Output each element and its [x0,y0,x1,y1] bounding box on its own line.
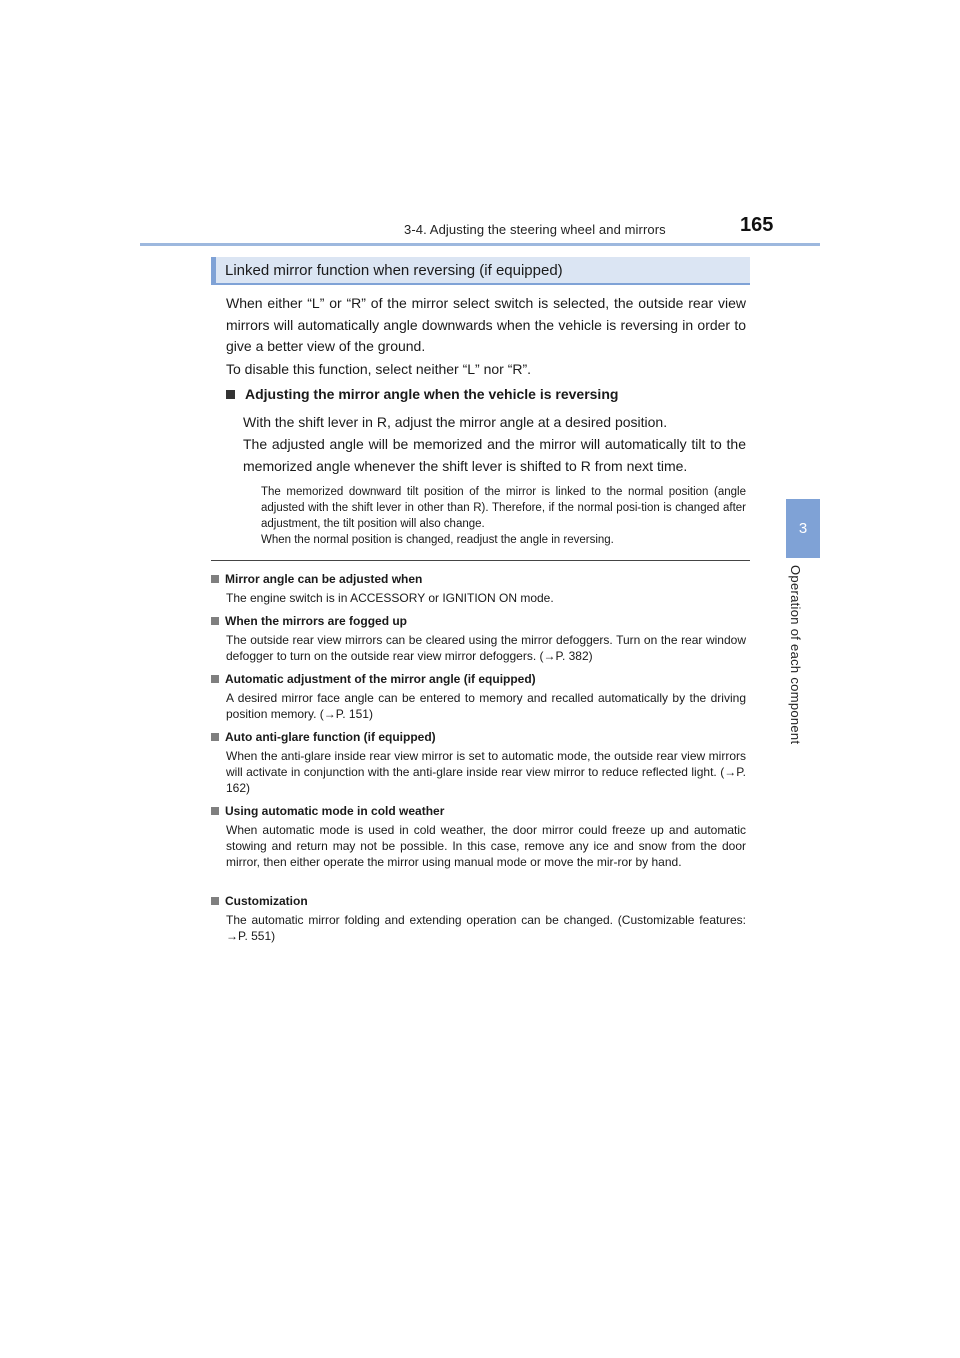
note-item-title-text: Mirror angle can be adjusted when [225,571,423,586]
disable-paragraph: To disable this function, select neither “L” nor “R”. [226,361,532,377]
square-bullet-icon [211,897,219,905]
page-number: 165 [740,214,774,236]
note-item [211,728,746,796]
header-rule [140,243,820,246]
square-bullet-icon [226,390,235,399]
chapter-tab[interactable] [786,499,820,558]
note-item-title-text: Auto anti-glare function (if equipped) [225,729,436,744]
chapter-header-title: 3-4. Adjusting the steering wheel and mirrors [404,222,666,237]
note-item-text: The engine switch is in ACCESSORY or IGNITION ON mode. [226,591,554,605]
sub-heading [226,386,746,402]
note-item [211,570,746,606]
note-item-title-text: Using automatic mode in cold weather [225,803,445,818]
square-bullet-icon [211,617,219,625]
note-item-title [211,728,746,745]
note-item-title [211,570,746,587]
section-heading [211,257,750,285]
note-item-text: When automatic mode is used in cold weather, the door mirror could freeze up and automatic stowing and return may not be possible. In this case, remove any ice and snow from the door mirror, then either operate the mirror using manual mode or move the mir-ror by hand. [226,823,746,869]
note-item-title-text: Customization [225,893,308,908]
square-bullet-icon [211,575,219,583]
note-item-title [211,670,746,687]
note-item-text: When the anti-glare inside rear view mirror is set to automatic mode, the outside rear view mirrors will activate in conjunction with the anti-glare inside rear view mirror to reduce reflected light. (→P. 162) [226,749,746,795]
section-heading-text: Linked mirror function when reversing (if equipped) [225,261,563,279]
chapter-side-label: Operation of each component [788,565,803,745]
square-bullet-icon [211,733,219,741]
note-item-title-text: Automatic adjustment of the mirror angle (if equipped) [225,671,536,686]
note-item-text: The outside rear view mirrors can be cleared using the mirror defoggers. Turn on the rear window defogger to turn on the outside rear view mirror defoggers. (→P. 382) [226,633,746,663]
square-bullet-icon [211,807,219,815]
chapter-tab-number: 3 [798,520,808,537]
sub-paragraph-memorize: The adjusted angle will be memorized and the mirror will automatically tilt to the memorized angle whenever the shift lever is shifted to R from next time. [243,436,746,474]
note-item [211,892,746,944]
note-item-title [211,892,746,909]
sub-heading-text: Adjusting the mirror angle when the vehicle is reversing [245,386,619,402]
intro-paragraph: When either “L” or “R” of the mirror select switch is selected, the outside rear view mirrors will automatically angle downwards when the vehicle is reversing in order to give a better view of the ground. [226,295,746,354]
section-divider [211,560,750,561]
note-item-title-text: When the mirrors are fogged up [225,613,408,628]
note-readjust: When the normal position is changed, readjust the angle in reversing. [261,534,614,546]
note-item-title [211,612,746,629]
note-item-text: A desired mirror face angle can be entered to memory and recalled automatically by the driving position memory. (→P. 151) [226,691,746,721]
note-item [211,612,746,664]
note-linked-position: The memorized downward tilt position of the mirror is linked to the normal position (angle adjusted with the shift lever in other than R). Therefore, if the normal posi-tion is changed after adjustment, the tilt position will also change. [261,486,746,530]
square-bullet-icon [211,675,219,683]
sub-paragraph-adjust: With the shift lever in R, adjust the mirror angle at a desired position. [243,414,668,430]
note-item-title [211,802,746,819]
note-item-text: The automatic mirror folding and extending operation can be changed. (Customizable features: →P. 551) [226,913,746,943]
note-item [211,802,746,870]
note-item [211,670,746,722]
